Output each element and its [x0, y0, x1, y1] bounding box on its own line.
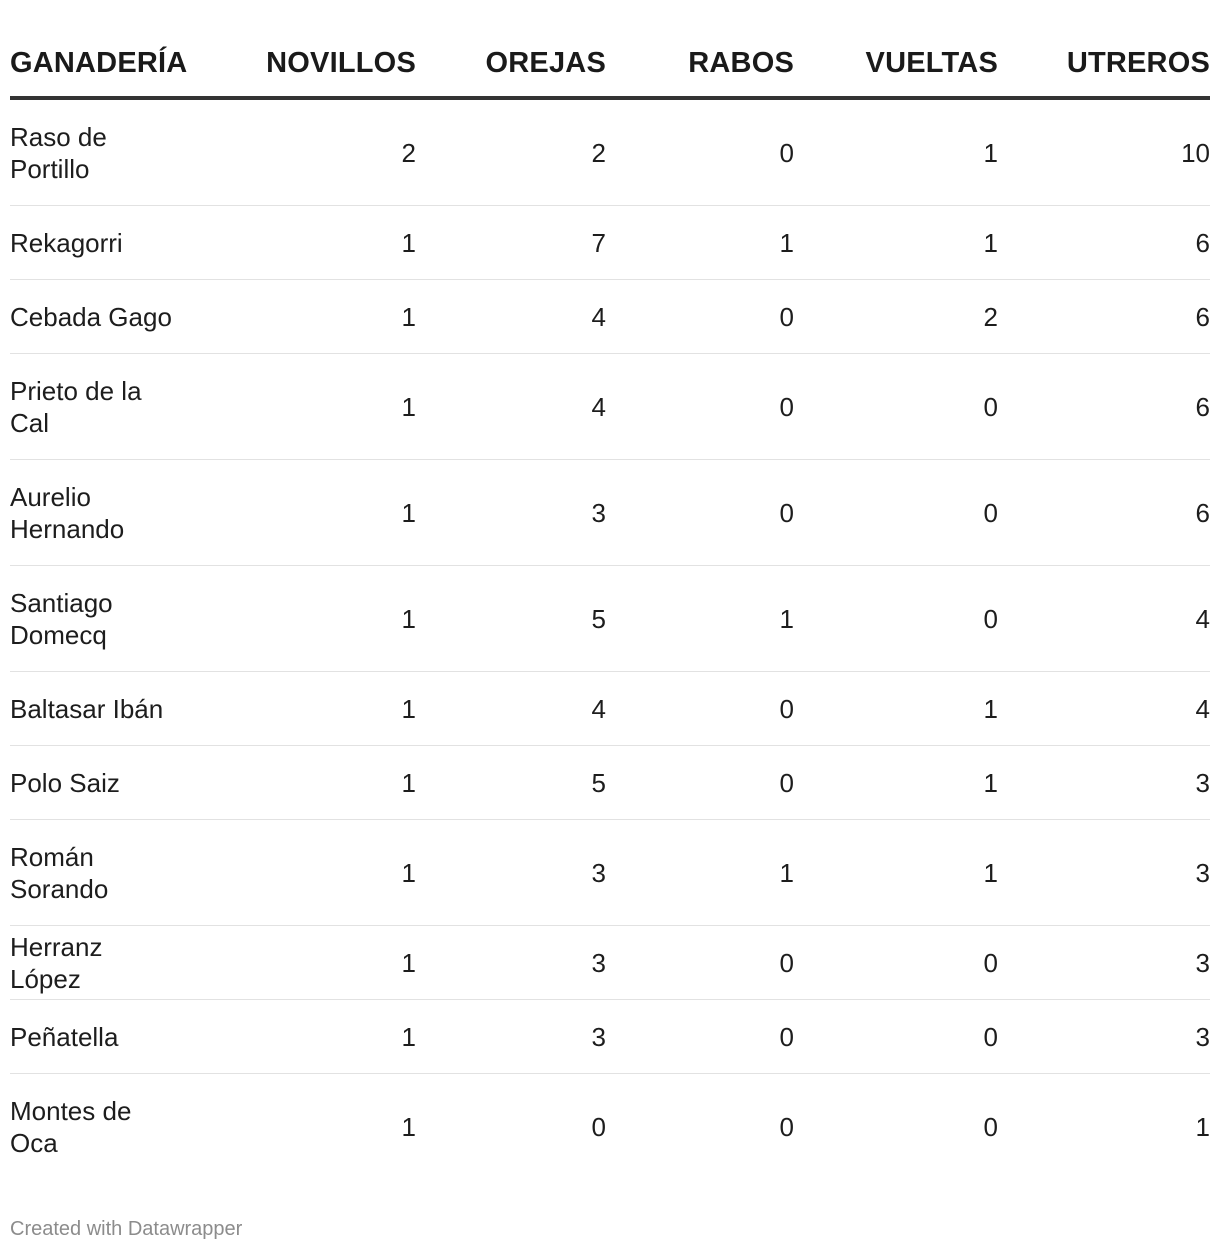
cell-utreros: 6 — [998, 354, 1210, 460]
cell-rabos: 0 — [606, 1000, 794, 1074]
column-header-vueltas[interactable]: VUELTAS — [794, 30, 998, 98]
table-row — [10, 206, 1210, 280]
cell-vueltas: 0 — [794, 354, 998, 460]
table-row — [10, 926, 1210, 1000]
cell-orejas: 4 — [416, 280, 606, 354]
cell-novillos: 1 — [195, 820, 416, 926]
cell-novillos: 1 — [195, 672, 416, 746]
cell-ganaderia: Santiago Domecq — [10, 566, 195, 672]
cell-utreros: 3 — [998, 926, 1210, 1000]
table-row — [10, 566, 1210, 672]
cell-vueltas: 0 — [794, 566, 998, 672]
cell-vueltas: 1 — [794, 672, 998, 746]
cell-vueltas: 1 — [794, 746, 998, 820]
data-table-container — [10, 30, 1210, 1179]
cell-orejas: 0 — [591, 1111, 606, 1142]
cell-utreros: 3 — [998, 1000, 1210, 1074]
table-row — [10, 98, 1210, 206]
cell-ganaderia: Rekagorri — [10, 206, 195, 280]
cell-rabos: 0 — [606, 460, 794, 566]
cell-rabos: 0 — [779, 1111, 794, 1142]
cell-ganaderia: Aurelio Hernando — [10, 460, 195, 566]
cell-orejas: 2 — [416, 98, 606, 206]
table-header — [10, 30, 1210, 98]
cell-vueltas: 1 — [794, 98, 998, 206]
cell-utreros: 3 — [998, 746, 1210, 820]
cell-novillos: 1 — [195, 746, 416, 820]
cell-orejas: 3 — [416, 926, 606, 1000]
cell-orejas: 5 — [416, 746, 606, 820]
cell-novillos: 2 — [195, 98, 416, 206]
cell-vueltas: 0 — [794, 1000, 998, 1074]
cell-vueltas: 2 — [794, 280, 998, 354]
table-row — [10, 746, 1210, 820]
cell-orejas: 3 — [416, 820, 606, 926]
cell-utreros: 4 — [998, 566, 1210, 672]
cell-rabos: 1 — [606, 566, 794, 672]
cell-rabos: 0 — [606, 672, 794, 746]
cell-ganaderia: Polo Saiz — [10, 746, 195, 820]
table-row — [10, 672, 1210, 746]
cell-rabos: 0 — [606, 354, 794, 460]
cell-novillos: 1 — [195, 926, 416, 1000]
cell-rabos: 1 — [606, 206, 794, 280]
cell-utreros: 6 — [998, 206, 1210, 280]
cell-novillos: 1 — [195, 1000, 416, 1074]
cell-utreros: 6 — [998, 280, 1210, 354]
cell-novillos: 1 — [195, 354, 416, 460]
cell-orejas: 4 — [416, 672, 606, 746]
cell-utreros: 6 — [998, 460, 1210, 566]
cell-orejas: 5 — [416, 566, 606, 672]
cell-vueltas: 0 — [794, 926, 998, 1000]
cell-ganaderia: Herranz López — [10, 926, 195, 1000]
cell-utreros: 3 — [998, 820, 1210, 926]
table-body — [10, 98, 1210, 1179]
cell-vueltas: 0 — [794, 460, 998, 566]
cell-utreros: 4 — [998, 672, 1210, 746]
cell-novillos: 1 — [195, 206, 416, 280]
column-header-rabos[interactable]: RABOS — [606, 30, 794, 98]
cell-ganaderia: Baltasar Ibán — [10, 672, 195, 746]
column-header-ganaderia[interactable]: GANADERÍA — [10, 30, 195, 98]
cell-utreros: 10 — [998, 98, 1210, 206]
ganaderia-table — [10, 30, 1210, 1179]
table-row — [10, 1074, 1210, 1180]
cell-utreros: 1 — [1195, 1111, 1210, 1142]
table-row — [10, 1000, 1210, 1074]
cell-vueltas: 1 — [794, 206, 998, 280]
cell-orejas: 3 — [416, 460, 606, 566]
cell-orejas: 4 — [416, 354, 606, 460]
table-row — [10, 820, 1210, 926]
cell-ganaderia: Peñatella — [10, 1000, 195, 1074]
table-row — [10, 354, 1210, 460]
datawrapper-credit: Created with Datawrapper — [10, 1218, 243, 1240]
cell-ganaderia: Prieto de la Cal — [10, 354, 195, 460]
cell-ganaderia: Raso de Portillo — [10, 98, 195, 206]
cell-ganaderia: Román Sorando — [10, 820, 195, 926]
cell-novillos: 1 — [195, 460, 416, 566]
header-row — [10, 30, 1210, 98]
cell-ganaderia: Cebada Gago — [10, 280, 195, 354]
column-header-novillos[interactable]: NOVILLOS — [195, 30, 416, 98]
cell-novillos: 1 — [401, 1111, 416, 1142]
cell-vueltas: 1 — [794, 820, 998, 926]
cell-rabos: 0 — [606, 280, 794, 354]
table-row — [10, 280, 1210, 354]
cell-novillos: 1 — [195, 280, 416, 354]
cell-rabos: 0 — [606, 98, 794, 206]
column-header-orejas[interactable]: OREJAS — [416, 30, 606, 98]
cell-vueltas: 0 — [983, 1111, 998, 1142]
cell-orejas: 7 — [416, 206, 606, 280]
cell-rabos: 1 — [606, 820, 794, 926]
column-header-utreros[interactable]: UTREROS — [998, 30, 1210, 98]
cell-orejas: 3 — [416, 1000, 606, 1074]
cell-novillos: 1 — [195, 566, 416, 672]
cell-rabos: 0 — [606, 746, 794, 820]
cell-ganaderia: Montes de Oca — [10, 1095, 132, 1158]
table-row — [10, 460, 1210, 566]
cell-rabos: 0 — [606, 926, 794, 1000]
